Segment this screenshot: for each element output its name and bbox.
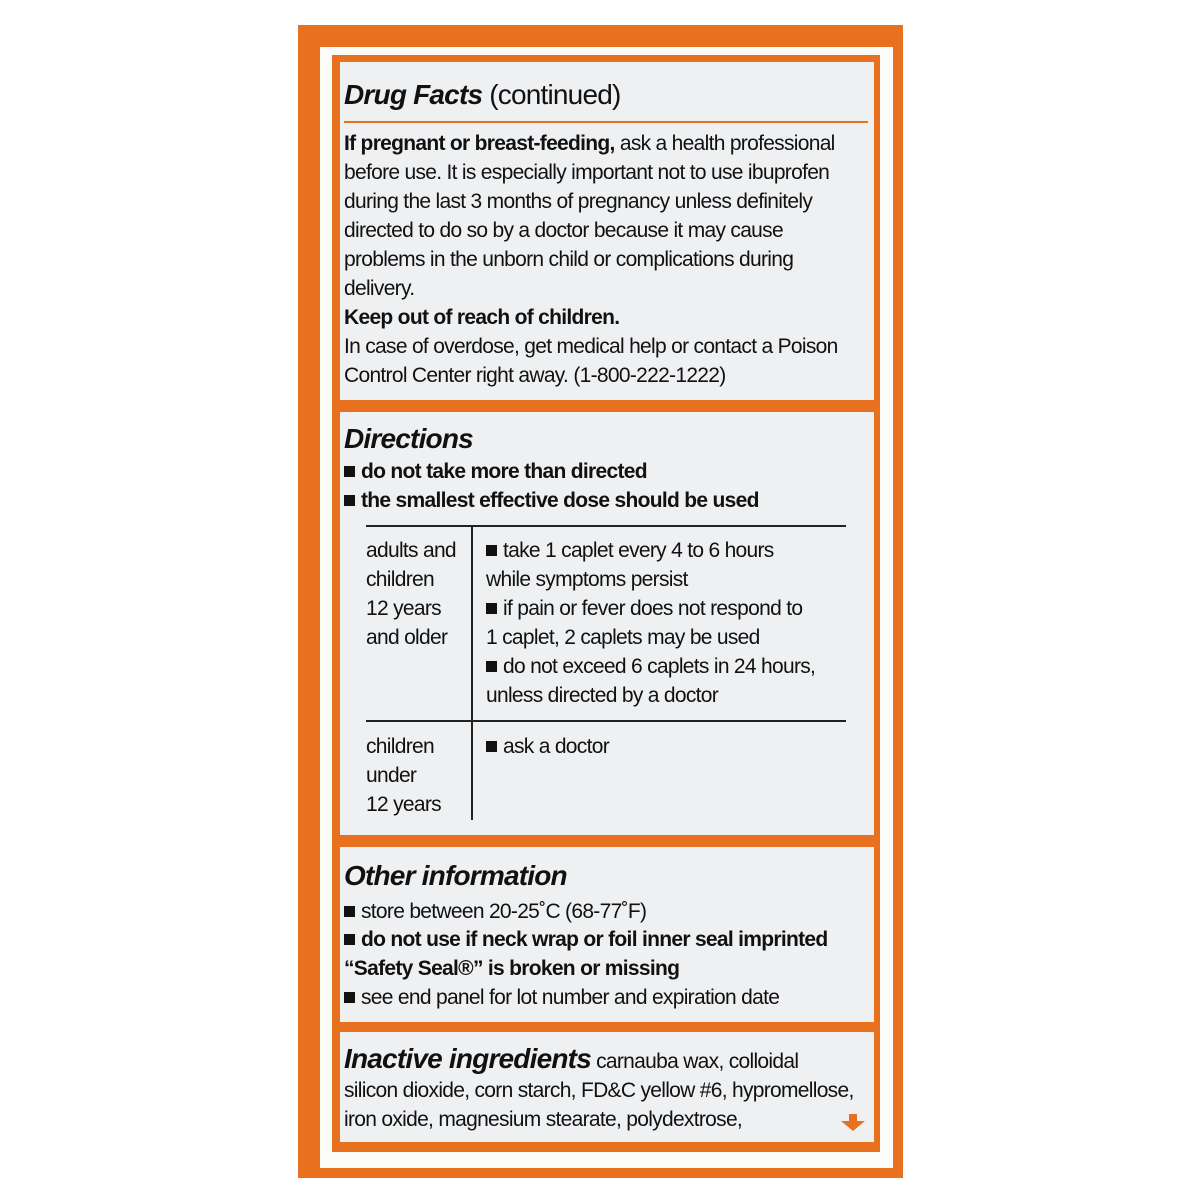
dosage-item: if pain or fever does not respond to 1 caplet, 2 caplets may be used (486, 597, 803, 649)
section-title: Other information (344, 860, 567, 891)
section-title: Directions (344, 423, 473, 454)
directions-section (340, 412, 874, 835)
other-information-section (340, 847, 874, 1022)
dosage-item: do not exceed 6 caplets in 24 hours, unless directed by a doctor (486, 655, 816, 707)
table-line (366, 720, 846, 722)
overdose-text: In case of overdose, get medical help or contact a Poison Control Center right away. (1-800-222-1222) (344, 335, 838, 387)
drug-facts-panel (332, 55, 880, 1152)
arrow-down-icon (840, 1114, 866, 1132)
inactive-ingredients-section (340, 1032, 874, 1142)
inactive-ingredients-text: Inactive ingredients carnauba wax, colloidal silicon dioxide, corn starch, FD&C yellow #6, hypromellose, iron oxide, magnesium stearate, polydextrose, (344, 1043, 854, 1131)
table-line (366, 525, 846, 527)
direction-bullet: do not take more than directed (344, 457, 647, 486)
section-title: Drug Facts (continued) (344, 79, 621, 110)
direction-bullet: the smallest effective dose should be used (344, 486, 759, 515)
info-item: store between 20-25˚C (68-77˚F) (344, 897, 646, 926)
divider (344, 121, 868, 123)
info-item: see end panel for lot number and expiration date (344, 983, 779, 1012)
pregnancy-warning: If pregnant or breast-feeding, ask a health professional before use. It is especially important not to use ibuprofen during the last 3 months of pregnancy unless definitely directed to do so by a doctor because it may cause problems in the unborn child or complications during delivery. (344, 132, 835, 300)
dosage-item: ask a doctor (486, 732, 609, 761)
dosage-group: adults and children 12 years and older (366, 539, 456, 649)
table-line (471, 525, 473, 820)
drug-facts-section (340, 62, 874, 400)
info-item: do not use if neck wrap or foil inner seal imprinted “Safety Seal®” is broken or missing (344, 928, 828, 980)
keep-out-warning: Keep out of reach of children. (344, 306, 620, 329)
dosage-group: children under 12 years (366, 735, 441, 816)
dosage-item: take 1 caplet every 4 to 6 hours while symptoms persist (486, 539, 774, 591)
